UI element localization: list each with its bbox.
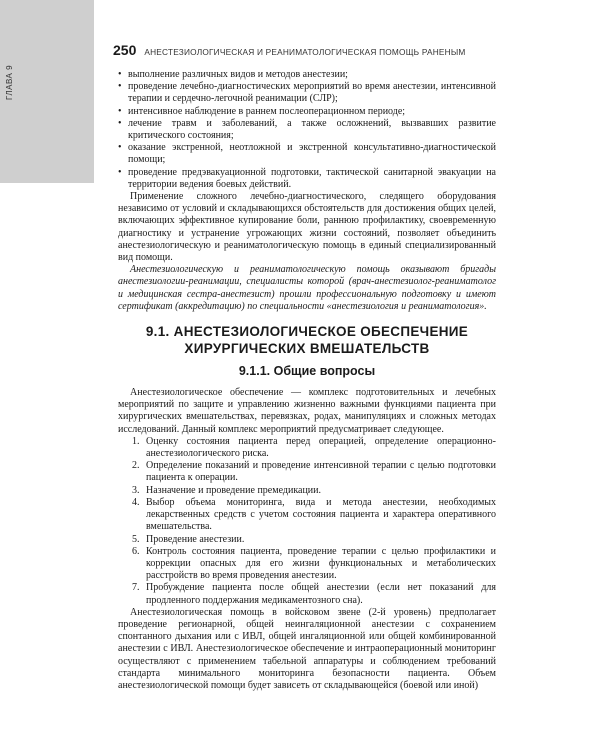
list-text: Выбор объема мониторинга, вида и метода анестезии, необходимых лекарственных средств с учетом состояния пациента и характера оперативного вмешательства. [146, 496, 496, 533]
page-header [113, 42, 493, 58]
bullet-icon: • [118, 69, 122, 80]
bullet-item [118, 69, 496, 81]
list-item [132, 460, 496, 484]
list-text: Контроль состояния пациента, проведение терапии с целью профилактики и коррекции опасных для его жизни функциональных и метаболических расстройств во время проведения анестезии. [146, 545, 496, 582]
list-text: Назначение и проведение премедикации. [146, 484, 322, 496]
chapter-label: ГЛАВА 9 [5, 64, 14, 100]
section-heading-line2: ХИРУРГИЧЕСКИХ ВМЕШАТЕЛЬСТВ [184, 341, 430, 357]
bullet-text: проведение лечебно-диагностических мероприятий во время анестезии, интенсивной терапии и сердечно-легочной реанимации (СЛР); [128, 81, 496, 105]
body-paragraph: Применение сложного лечебно-диагностического, следящего оборудования независимо от условий и складывающихся обстоятельств для достижения общих целей, включающих эффективное купирование боли, раннюю профилактику, своевременную диагностику и устранение угрожающих жизни состояний, позволяет объединить анестезиологическую и реаниматологическую помощь в единый специализированный вид помощи. [118, 191, 496, 264]
bullet-text: лечение травм и заболеваний, а также осложнений, вызвавших развитие критического состояния; [128, 117, 496, 142]
list-item [132, 534, 496, 546]
bullet-text: проведение предэвакуационной подготовки, тактической санитарной эвакуации на территории ведения боевых действий. [128, 166, 496, 190]
bullet-icon: • [118, 166, 122, 178]
list-number: 1. [132, 435, 140, 447]
numbered-list [118, 436, 496, 607]
list-number: 2. [132, 460, 140, 472]
section-heading [118, 323, 496, 357]
body-paragraph: Анестезиологическая помощь в войсковом звене (2-й уровень) предполагает проведение регионарной, общей неингаляционной анестезии с сохранением спонтанного дыхания или с ИВЛ, общей ингаляционной или общей комбинированной анестезии с ИВЛ. Анестезиологическое обеспечение и интраоперационный мониторинг осуществляют с применением табельной аппаратуры и соблюдением требований стандарта минимального мониторинга безопасности пациента. Объем анестезиологической помощи будет зависеть от складывающейся (боевой или иной) [118, 606, 496, 691]
list-text: Пробуждение пациента после общей анестезии (если нет показаний для продленного поддержания медикаментозного сна). [146, 582, 496, 606]
bullet-icon: • [118, 117, 122, 129]
bullet-item [118, 167, 496, 191]
list-number: 7. [132, 582, 140, 594]
bullet-item [118, 118, 496, 142]
bullet-icon: • [118, 105, 122, 117]
list-number: 4. [132, 496, 140, 508]
running-title: АНЕСТЕЗИОЛОГИЧЕСКАЯ И РЕАНИМАТОЛОГИЧЕСКАЯ ПОМОЩЬ РАНЕНЫМ [144, 47, 466, 57]
italic-paragraph: Анестезиологическую и реаниматологическую помощь оказывают бригады анестезиологии-реанимации, специалисты которой (врач-анестезиолог-реаниматолог и медицинская сестра-анестезист) прошли профессиональную подготовку и имеют сертификат (аккредитацию) по специальности «анестезиология и реаниматология». [118, 264, 496, 312]
list-number: 5. [132, 533, 140, 545]
bullet-text: интенсивное наблюдение в раннем послеоперационном периоде; [128, 105, 406, 117]
bullet-item [118, 81, 496, 105]
bullet-item [118, 106, 496, 118]
body-paragraph: Анестезиологическое обеспечение — комплекс подготовительных и лечебных мероприятий по защите и управлению жизненно важными функциями пациента при хирургических вмешательствах, перевязках, родах, манипуляциях и сложных методах исследований. Данный комплекс мероприятий предусматривает следующее. [118, 387, 496, 435]
list-item [132, 582, 496, 606]
chapter-side-tab [0, 0, 94, 183]
subsection-heading: 9.1.1. Общие вопросы [238, 364, 376, 379]
bullet-icon: • [118, 81, 122, 93]
list-number: 3. [132, 484, 140, 496]
bullet-item [118, 142, 496, 166]
list-number: 6. [132, 545, 140, 557]
section-heading-line1: 9.1. АНЕСТЕЗИОЛОГИЧЕСКОЕ ОБЕСПЕЧЕНИЕ [145, 324, 469, 340]
list-item [132, 546, 496, 583]
bullet-text: выполнение различных видов и методов анестезии; [128, 69, 348, 80]
page-number: 250 [113, 42, 137, 58]
bullet-text: оказание экстренной, неотложной и экстренной консультативно-диагностической помощи; [128, 142, 496, 166]
list-item [132, 485, 496, 497]
list-text: Проведение анестезии. [146, 533, 245, 545]
list-text: Определение показаний и проведение интенсивной терапии с целью подготовки пациента к операции. [146, 460, 496, 484]
list-item [132, 436, 496, 460]
list-text: Оценку состояния пациента перед операцией, определение операционно-анестезиологического риска. [146, 435, 496, 460]
bullet-icon: • [118, 142, 122, 154]
bullet-list [118, 69, 496, 191]
page-content [118, 69, 496, 692]
list-item [132, 497, 496, 534]
